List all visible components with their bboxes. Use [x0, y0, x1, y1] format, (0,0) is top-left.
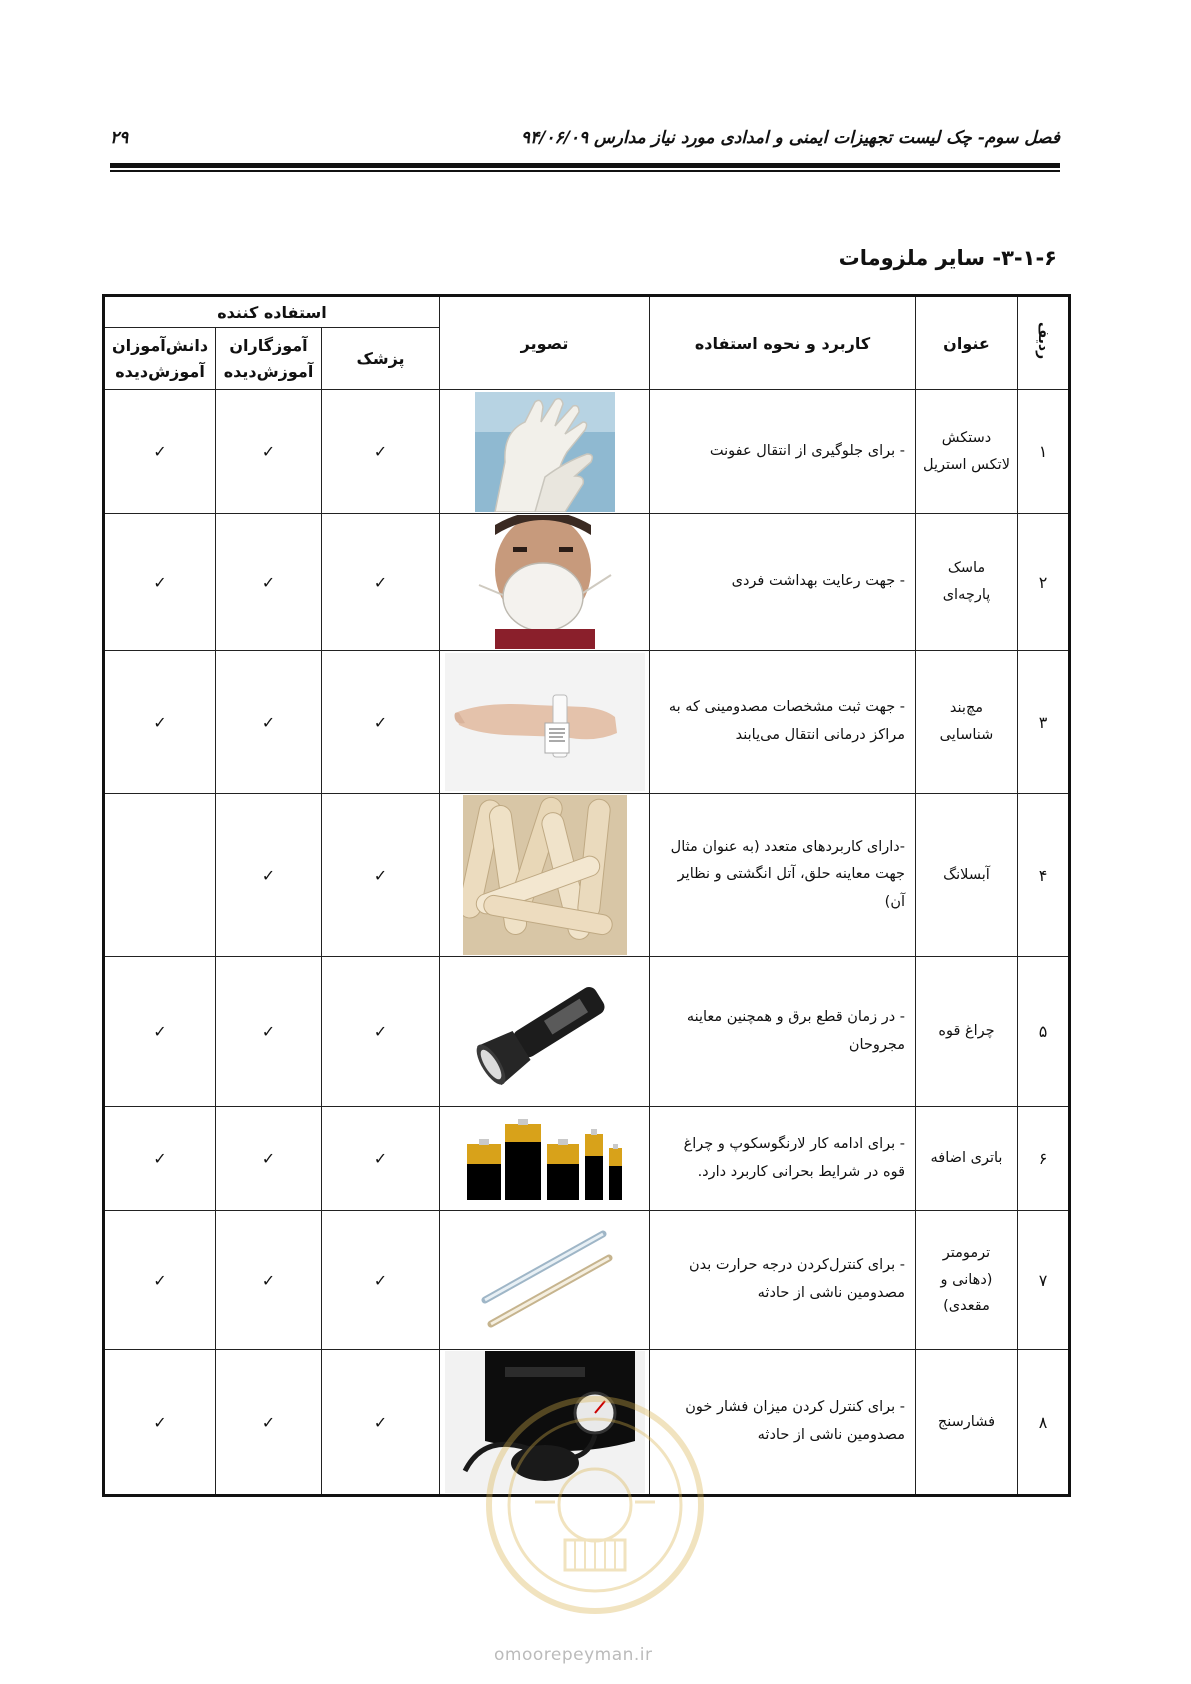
students-check: ✓ [104, 514, 216, 651]
item-title: مچ‌بند شناسایی [916, 651, 1018, 794]
header-users-group: استفاده کننده [104, 296, 440, 328]
equipment-table [102, 294, 1071, 1497]
header-doctor: پزشک [322, 328, 440, 390]
item-usage: - در زمان قطع برق و همچنین معاینه مجروحان [650, 957, 916, 1107]
item-title: آبسلانگ [916, 794, 1018, 957]
item-usage: - جهت رعایت بهداشت فردی [650, 514, 916, 651]
row-number: ۳ [1018, 651, 1070, 794]
table-row [104, 390, 1070, 514]
row-number: ۲ [1018, 514, 1070, 651]
teachers-check: ✓ [216, 794, 322, 957]
item-usage: - برای جلوگیری از انتقال عفونت [650, 390, 916, 514]
item-title: ماسک پارچه‌ای [916, 514, 1018, 651]
doctor-check: ✓ [322, 794, 440, 957]
teachers-check: ✓ [216, 390, 322, 514]
page-header [110, 128, 1060, 168]
students-check: ✓ [104, 1211, 216, 1350]
thermometers-photo [440, 1211, 650, 1350]
doctor-check: ✓ [322, 1211, 440, 1350]
row-number: ۷ [1018, 1211, 1070, 1350]
item-usage: -دارای کاربردهای متعدد (به عنوان مثال جهت معاینه حلق، آتل انگشتی و نظایر آن) [650, 794, 916, 957]
batteries-photo [440, 1107, 650, 1211]
header-title: عنوان [916, 296, 1018, 390]
teachers-check: ✓ [216, 1211, 322, 1350]
item-usage: - برای ادامه کار لارنگوسکوپ و چراغ قوه در شرایط بحرانی کاربرد دارد. [650, 1107, 916, 1211]
teachers-check: ✓ [216, 514, 322, 651]
row-number: ۱ [1018, 390, 1070, 514]
item-title: فشارسنج [916, 1350, 1018, 1496]
students-check: ✓ [104, 651, 216, 794]
item-title: دستکش لاتکس استریل [916, 390, 1018, 514]
table-row [104, 794, 1070, 957]
doctor-check: ✓ [322, 390, 440, 514]
students-check [104, 794, 216, 957]
face-mask-photo [440, 514, 650, 651]
item-title: ترمومتر (دهانی و مقعدی) [916, 1211, 1018, 1350]
id-wristband-photo [440, 651, 650, 794]
footer-website: omoorepeyman.ir [494, 1645, 653, 1665]
header-usage: کاربرد و نحوه استفاده [650, 296, 916, 390]
teachers-check: ✓ [216, 957, 322, 1107]
doctor-check: ✓ [322, 1107, 440, 1211]
item-title: چراغ قوه [916, 957, 1018, 1107]
item-usage: - برای کنترل‌کردن درجه حرارت بدن مصدومین ناشی از حادثه [650, 1211, 916, 1350]
omoorepeyman-seal-watermark [480, 1390, 710, 1624]
doctor-check: ✓ [322, 651, 440, 794]
doctor-check: ✓ [322, 957, 440, 1107]
tongue-depressors-photo [440, 794, 650, 957]
table-row [104, 1211, 1070, 1350]
table-row [104, 651, 1070, 794]
header-rule-thin [110, 170, 1060, 172]
item-usage: - جهت ثبت مشخصات مصدومینی که به مراکز درمانی انتقال می‌یابند [650, 651, 916, 794]
table-row [104, 514, 1070, 651]
latex-gloves-photo [440, 390, 650, 514]
row-number: ۶ [1018, 1107, 1070, 1211]
flashlight-photo [440, 957, 650, 1107]
header-image: تصویر [440, 296, 650, 390]
page-number: ۲۹ [110, 128, 129, 148]
row-number: ۸ [1018, 1350, 1070, 1496]
students-check: ✓ [104, 1350, 216, 1496]
header-row-number: ردیف [1018, 296, 1070, 390]
chapter-title: فصل سوم- چک لیست تجهیزات ایمنی و امدادی مورد نیاز مدارس ۹۴/۰۶/۰۹ [520, 128, 1060, 148]
item-usage: - برای کنترل کردن میزان فشار خون مصدومین ناشی از حادثه [650, 1350, 916, 1496]
teachers-check: ✓ [216, 651, 322, 794]
header-trained-students: دانش‌آموزان آموزش‌دیده [104, 328, 216, 390]
teachers-check: ✓ [216, 1350, 322, 1496]
item-title: باتری اضافه [916, 1107, 1018, 1211]
row-number: ۵ [1018, 957, 1070, 1107]
doctor-check: ✓ [322, 1350, 440, 1496]
row-number: ۴ [1018, 794, 1070, 957]
header-trained-teachers: آموزگاران آموزش‌دیده [216, 328, 322, 390]
students-check: ✓ [104, 957, 216, 1107]
table-row [104, 957, 1070, 1107]
teachers-check: ✓ [216, 1107, 322, 1211]
doctor-check: ✓ [322, 514, 440, 651]
table-row [104, 1107, 1070, 1211]
equipment-table-wrap [102, 294, 1068, 1497]
students-check: ✓ [104, 390, 216, 514]
section-title: ۳-۱-۶- سایر ملزومات [838, 246, 1057, 270]
students-check: ✓ [104, 1107, 216, 1211]
header-rule-thick [110, 163, 1060, 168]
